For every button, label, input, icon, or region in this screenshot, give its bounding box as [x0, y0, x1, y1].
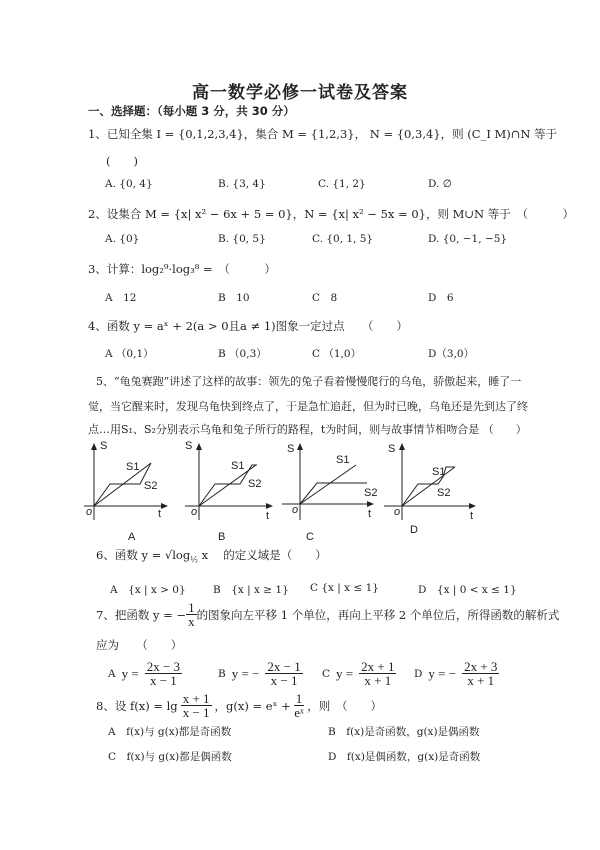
question-6	[96, 547, 327, 564]
s1-label: S1	[432, 466, 446, 478]
question-6-suffix: x 的定义域是（ ）	[197, 548, 327, 562]
origin-label: o	[86, 506, 93, 518]
question-7	[96, 601, 559, 628]
question-2: 2、设集合 M = {x| x² − 6x + 5 = 0}，N = {x| x² − 5x = 0}，则 M∪N 等于 （ ）	[88, 207, 575, 221]
log-base: ½	[190, 555, 198, 565]
numerator: 2x − 3	[146, 659, 181, 674]
option-d: D. {0, −1, −5}	[428, 233, 508, 245]
option-a: A 12	[105, 292, 137, 304]
option-b	[218, 660, 303, 687]
denominator: x − 1	[149, 673, 177, 688]
option-c: C f(x)与 g(x)都是偶函数	[108, 751, 232, 763]
graph-b	[185, 440, 273, 543]
question-7-line2: 应为 （ ）	[96, 638, 183, 652]
axis-t-label: t	[158, 508, 162, 520]
denominator: x + 1	[467, 673, 495, 688]
question-5-line: 觉，当它醒来时，发现乌龟快到终点了，于是急忙追赶，但为时已晚，乌龟还是先到达了终	[88, 400, 528, 413]
axis-s-label: S	[185, 440, 193, 452]
s1-label: S1	[126, 461, 140, 473]
numerator: 1	[295, 691, 303, 706]
option-c: C. {1, 2}	[318, 178, 366, 190]
option-c: C （1,0）	[312, 348, 362, 360]
axis-s-label: S	[100, 440, 108, 452]
graph-a	[84, 440, 168, 543]
section-heading: 一、选择题：（每小题 3 分，共 30 分）	[88, 104, 295, 118]
option-a	[108, 660, 182, 687]
s1-label: S1	[231, 460, 245, 472]
graph-label: A	[128, 531, 136, 543]
question-5-line: 点…用S₁、S₂分别表示乌龟和兔子所行的路程，t为时间，则与故事情节相吻合是 （ ）	[88, 423, 527, 436]
option-b: B {x | x ≥ 1}	[213, 584, 289, 596]
graph-c	[282, 443, 377, 543]
s1-label: S1	[336, 454, 350, 466]
s2-label: S2	[144, 480, 158, 492]
option-lhs: y =	[336, 665, 354, 681]
question-8-suffix: ，则 （ ）	[307, 698, 383, 713]
option-d: D. ∅	[428, 178, 452, 190]
option-c	[322, 660, 396, 687]
origin-label: o	[394, 506, 401, 518]
denominator: x + 1	[364, 673, 392, 688]
option-letter: A	[108, 667, 116, 680]
question-8-middle: ，g(x) = eˣ +	[214, 698, 291, 713]
graph-label: B	[218, 531, 226, 543]
question-4: 4、函数 y = aˣ + 2(a > 0且a ≠ 1)图象一定过点 （ ）	[88, 319, 408, 333]
answer-paren: ( )	[106, 154, 138, 168]
option-c: C 8	[312, 292, 338, 304]
axis-s-label: S	[287, 443, 295, 455]
option-d: D 6	[428, 292, 454, 304]
question-5-line: 5、“龟兔赛跑”讲述了这样的故事：领先的兔子看着慢慢爬行的乌龟，骄傲起来，睡了一	[96, 375, 522, 388]
option-b: B. {0, 5}	[218, 233, 266, 245]
graph-label: D	[410, 524, 418, 536]
option-a: A. {0}	[105, 233, 140, 245]
numerator: 2x + 1	[361, 659, 395, 674]
axis-t-label: t	[470, 510, 474, 522]
option-c: C. {0, 1, 5}	[312, 233, 374, 245]
graph-d	[384, 443, 476, 536]
option-b: B f(x)是奇函数，g(x)是偶函数	[328, 726, 480, 738]
question-6-prefix: 6、函数 y = √log	[96, 548, 191, 562]
option-a: A. {0, 4}	[105, 178, 153, 190]
denominator: x	[188, 614, 195, 629]
page-title: 高一数学必修一试卷及答案	[192, 83, 408, 103]
question-7-prefix: 7、把函数 y = −	[96, 607, 187, 622]
option-c: C {x | x ≤ 1}	[310, 582, 379, 594]
axis-t-label: t	[368, 508, 372, 520]
option-lhs: y =	[121, 665, 139, 681]
option-d: D {x | 0 < x ≤ 1}	[418, 584, 517, 596]
option-letter: C	[322, 667, 331, 680]
s2-label: S2	[248, 478, 262, 490]
numerator: x + 1	[182, 691, 210, 706]
option-lhs: y = −	[428, 665, 457, 681]
question-1: 1、已知全集 I = {0,1,2,3,4}，集合 M = {1,2,3}， N = {0,3,4}，则 (C_I M)∩N 等于	[88, 127, 558, 141]
option-a: A （0,1）	[105, 348, 154, 360]
question-8	[96, 692, 382, 719]
fraction	[186, 601, 197, 628]
numerator: 2x − 1	[267, 659, 301, 674]
graphs-figure	[80, 435, 500, 545]
question-7-suffix: 的图象向左平移 1 个单位，再向上平移 2 个单位后，所得函数的解析式	[196, 607, 560, 622]
axis-s-label: S	[388, 443, 396, 455]
origin-label: o	[191, 506, 198, 518]
option-letter: B	[218, 667, 226, 680]
option-a: A {x | x > 0}	[110, 584, 186, 596]
denominator: x − 1	[270, 673, 298, 688]
s2-label: S2	[437, 487, 451, 499]
option-lhs: y = −	[231, 665, 260, 681]
option-letter: D	[414, 667, 423, 680]
axis-t-label: t	[266, 510, 270, 522]
denominator: eˣ	[294, 705, 304, 720]
option-d: D（3,0）	[428, 348, 475, 360]
numerator: 2x + 3	[464, 659, 498, 674]
option-d	[414, 660, 499, 687]
denominator: x − 1	[182, 705, 210, 720]
graph-label: C	[306, 531, 314, 543]
question-8-prefix: 8、设 f(x) = lg	[96, 698, 178, 713]
option-b: B （0,3）	[218, 348, 267, 360]
option-b: B. {3, 4}	[218, 178, 266, 190]
option-b: B 10	[218, 292, 250, 304]
numerator: 1	[188, 600, 195, 615]
question-3: 3、计算：log₂⁹·log₃⁸ = （ ）	[88, 262, 276, 276]
option-a: A f(x)与 g(x)都是奇函数	[108, 726, 232, 738]
option-d: D f(x)是偶函数，g(x)是奇函数	[328, 751, 481, 763]
origin-label: o	[292, 504, 299, 516]
s2-label: S2	[364, 487, 378, 499]
